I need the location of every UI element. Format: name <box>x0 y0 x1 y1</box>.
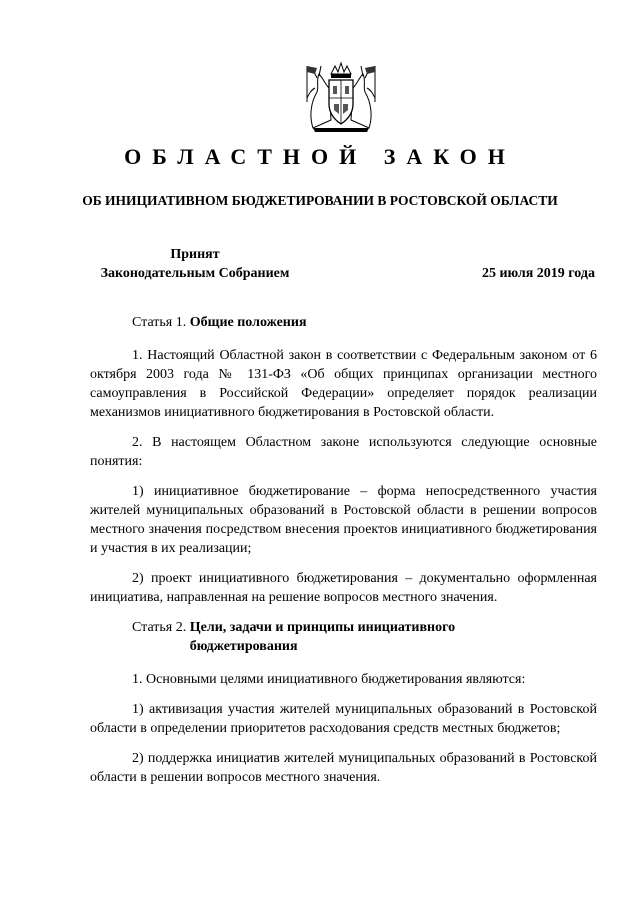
article-2-paragraph: 2) поддержка инициатив жителей муниципальных образований в Ростовской области в решении вопросов местного значения. <box>90 751 597 785</box>
article-1-paragraph: 2) проект инициативного бюджетирования – документально оформленная инициатива, направленная на решение вопросов местного значения. <box>90 571 597 605</box>
article-1-label: Статья 1. <box>132 315 187 330</box>
document-title: ОБ ИНИЦИАТИВНОМ БЮДЖЕТИРОВАНИИ В РОСТОВСКОЙ ОБЛАСТИ <box>82 193 558 208</box>
adoption-block <box>90 245 300 283</box>
article-2-paragraph: 1) активизация участия жителей муниципальных образований в Ростовской области в определении приоритетов расходования средств местных бюджетов; <box>90 702 597 736</box>
document-body <box>90 313 597 798</box>
article-2-title: Цели, задачи и принципы инициативного бюджетирования <box>189 620 456 654</box>
adoption-body: Законодательным Собранием <box>100 266 290 281</box>
article-1-paragraph: 2. В настоящем Областном законе используются следующие основные понятия: <box>90 435 597 469</box>
article-1-title: Общие положения <box>189 315 307 330</box>
adoption-date: 25 июля 2019 года <box>481 266 595 281</box>
article-2-heading <box>90 618 597 656</box>
rostov-oblast-coat-of-arms-icon <box>299 58 383 134</box>
article-2-paragraph: 1. Основными целями инициативного бюджетирования являются: <box>132 672 526 687</box>
adoption-label: Принят <box>170 247 220 262</box>
article-2-label: Статья 2. <box>132 620 187 635</box>
article-1-heading <box>90 313 597 332</box>
document-type: ОБЛАСТНОЙ ЗАКОН <box>124 144 516 169</box>
article-1-paragraph: 1) инициативное бюджетирование – форма непосредственного участия жителей муниципальных образований в Ростовской области в решении вопросов местного значения посредством внесения проектов инициативного бюджетирования и участия в их реализации; <box>90 484 597 556</box>
article-1-paragraph: 1. Настоящий Областной закон в соответствии с Федеральным законом от 6 октября 2003 года № 131-ФЗ «Об общих принципах организации местного самоуправления в Российской Федерации» определяет порядок реализации механизмов инициативного бюджетирования в Ростовской области. <box>90 348 597 420</box>
